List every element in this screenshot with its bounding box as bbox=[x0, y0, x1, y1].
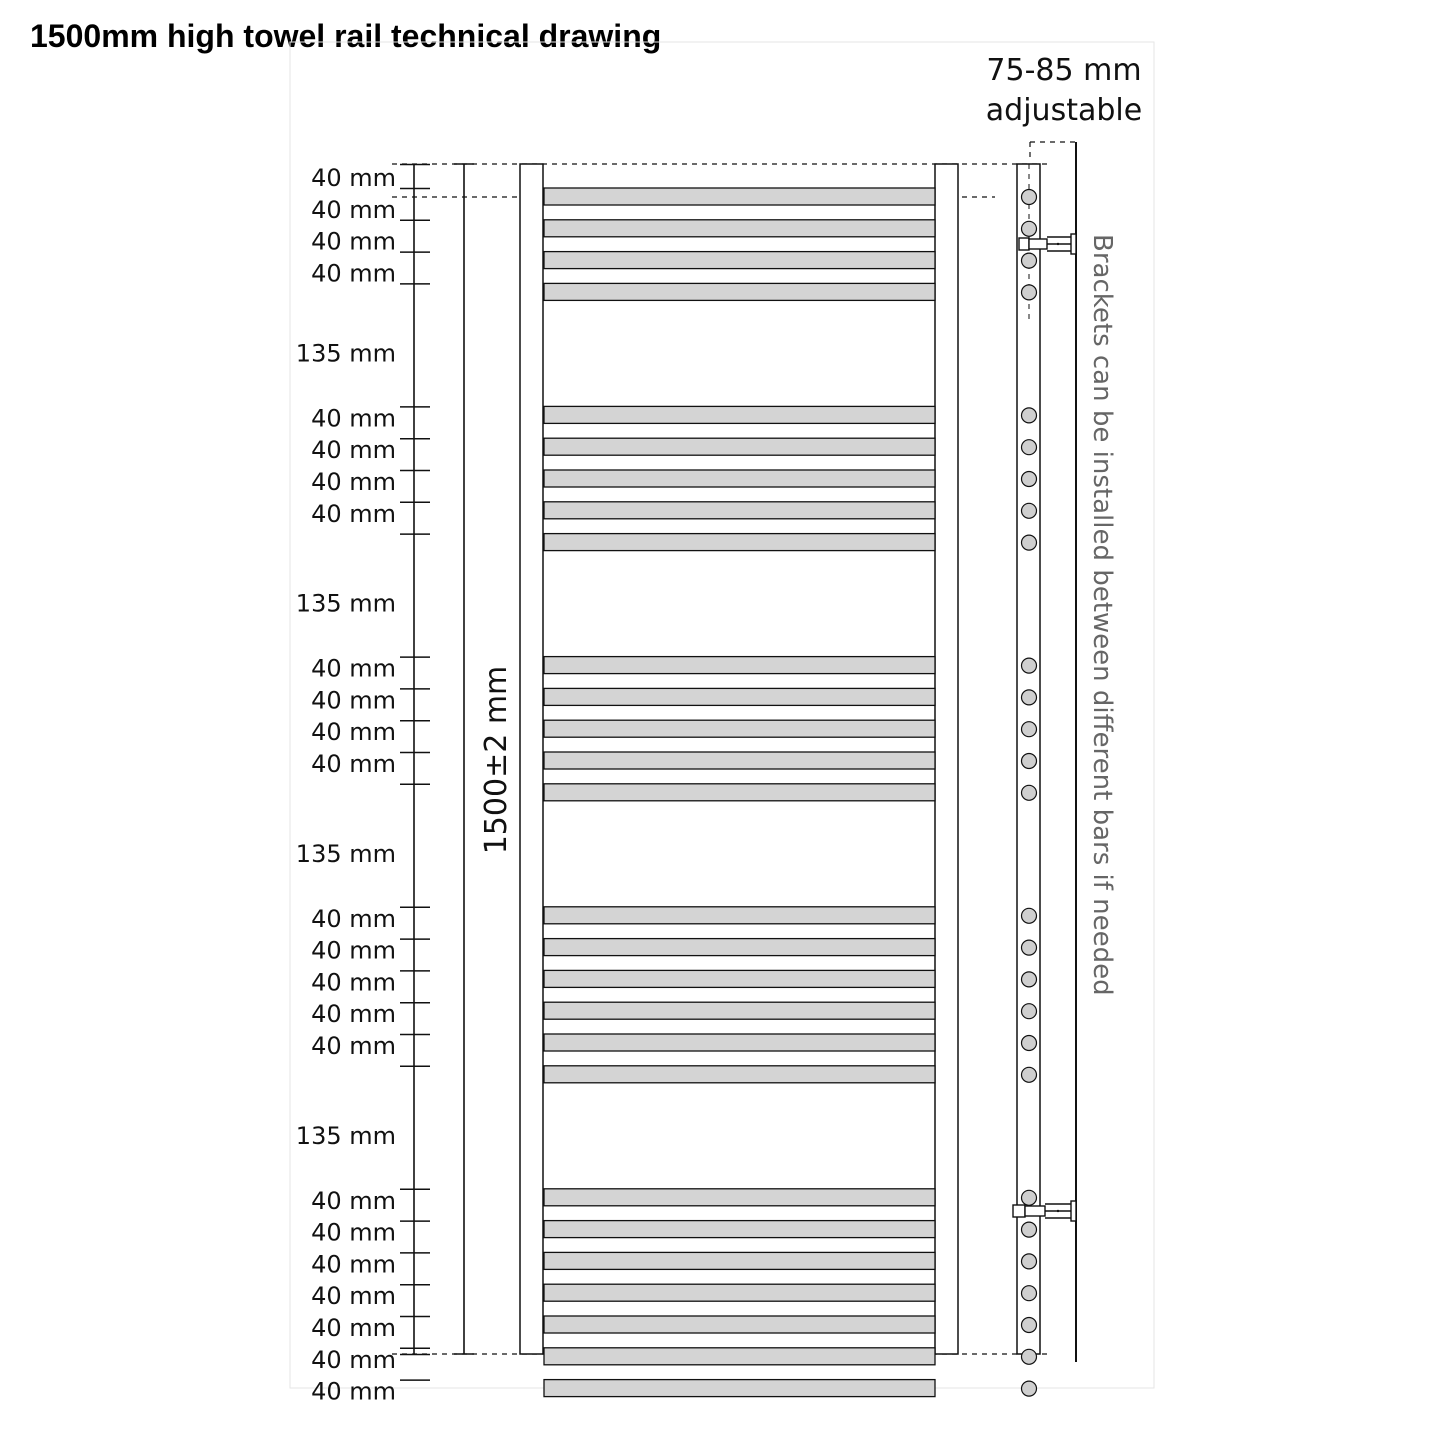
page-title: 1500mm high towel rail technical drawing bbox=[30, 18, 662, 54]
depth-label-line1: 75-85 mm bbox=[986, 53, 1142, 88]
bar-end-circle bbox=[1022, 658, 1037, 673]
bar-end-circle bbox=[1022, 690, 1037, 705]
towel-bar bbox=[544, 752, 935, 769]
towel-bar bbox=[544, 939, 935, 956]
towel-bar bbox=[544, 534, 935, 551]
bar-end-circle bbox=[1022, 754, 1037, 769]
spacing-label: 40 mm bbox=[311, 164, 396, 192]
spacing-label: 40 mm bbox=[311, 1377, 396, 1406]
spacing-label: 40 mm bbox=[311, 654, 396, 683]
towel-bar bbox=[544, 1380, 935, 1397]
depth-label-line2: adjustable bbox=[985, 93, 1143, 128]
bar-end-circle bbox=[1022, 190, 1037, 205]
bar-end-circle bbox=[1022, 253, 1037, 268]
spacing-label: 40 mm bbox=[311, 1000, 396, 1029]
towel-bar bbox=[544, 688, 935, 705]
spacing-label: 40 mm bbox=[311, 436, 396, 465]
towel-bar bbox=[544, 1189, 935, 1206]
spacing-label: 40 mm bbox=[311, 904, 396, 933]
towel-bar bbox=[544, 1066, 935, 1083]
bar-end-circle bbox=[1022, 1222, 1037, 1237]
towel-bar bbox=[544, 252, 935, 269]
towel-bar bbox=[544, 720, 935, 737]
towel-bar bbox=[544, 188, 935, 205]
bar-end-circle bbox=[1022, 1036, 1037, 1051]
bar-end-circle bbox=[1022, 285, 1037, 300]
bar-end-circle bbox=[1022, 503, 1037, 518]
spacing-label: 40 mm bbox=[311, 936, 396, 965]
towel-bar bbox=[544, 220, 935, 237]
spacing-label: 40 mm bbox=[311, 750, 396, 778]
towel-bar bbox=[544, 438, 935, 455]
towel-bar bbox=[544, 283, 935, 300]
bar-end-circle bbox=[1022, 440, 1037, 455]
bar-end-circle bbox=[1022, 940, 1037, 955]
spacing-label: 40 mm bbox=[311, 468, 396, 496]
towel-bar bbox=[544, 907, 935, 924]
spacing-ticks bbox=[400, 165, 430, 1381]
spacing-label: 40 mm bbox=[311, 1282, 396, 1311]
bar-end-circle bbox=[1022, 785, 1037, 800]
bracket-note: Brackets can be installed between different bars if needed bbox=[1087, 234, 1117, 996]
spacing-label: 40 mm bbox=[311, 1186, 396, 1215]
gap-label: 135 mm bbox=[295, 1121, 396, 1150]
spacing-label: 40 mm bbox=[311, 1218, 396, 1247]
spacing-label: 40 mm bbox=[311, 1250, 396, 1279]
bar-end-circle bbox=[1022, 1254, 1037, 1269]
bar-end-circle bbox=[1022, 1067, 1037, 1082]
towel-bar bbox=[544, 406, 935, 423]
bar-end-circle bbox=[1022, 1190, 1037, 1205]
towel-bar bbox=[544, 1221, 935, 1238]
bar-end-circle bbox=[1022, 221, 1037, 236]
towel-bar bbox=[544, 1348, 935, 1365]
spacing-label: 40 mm bbox=[311, 718, 396, 747]
towel-bar bbox=[544, 970, 935, 987]
towel-bar bbox=[544, 1002, 935, 1019]
towel-bar bbox=[544, 1034, 935, 1051]
bar-end-circle bbox=[1022, 535, 1037, 550]
bar-end-circle bbox=[1022, 1349, 1037, 1364]
spacing-label: 40 mm bbox=[311, 499, 396, 528]
gap-label: 135 mm bbox=[295, 839, 396, 868]
spacing-label: 40 mm bbox=[311, 686, 396, 715]
towel-bar bbox=[544, 502, 935, 519]
bar-end-circle bbox=[1022, 722, 1037, 737]
towel-bar bbox=[544, 1316, 935, 1333]
spacing-label: 40 mm bbox=[311, 227, 396, 256]
bar-end-circle bbox=[1022, 908, 1037, 923]
right-upright bbox=[935, 164, 958, 1354]
spacing-label: 40 mm bbox=[311, 1314, 396, 1342]
spacing-labels bbox=[296, 164, 396, 1406]
towel-bar bbox=[544, 1284, 935, 1301]
bar-end-circle bbox=[1022, 1318, 1037, 1333]
towel-bar bbox=[544, 1252, 935, 1269]
bar-end-circle bbox=[1022, 472, 1037, 487]
spacing-label: 40 mm bbox=[311, 1032, 396, 1060]
bar-end-circle bbox=[1022, 1286, 1037, 1301]
towel-bar bbox=[544, 784, 935, 801]
bar-end-circle bbox=[1022, 408, 1037, 423]
bar-end-circle bbox=[1022, 1381, 1037, 1396]
left-upright bbox=[520, 164, 543, 1354]
spacing-label: 40 mm bbox=[311, 195, 396, 224]
gap-label: 135 mm bbox=[295, 589, 396, 618]
total-height-label: 1500±2 mm bbox=[479, 665, 514, 855]
spacing-label: 40 mm bbox=[311, 404, 396, 433]
bar-end-circle bbox=[1022, 972, 1037, 987]
spacing-label: 40 mm bbox=[311, 259, 396, 288]
bar-end-circle bbox=[1022, 1004, 1037, 1019]
horizontal-bars bbox=[544, 188, 935, 1397]
towel-bar bbox=[544, 657, 935, 674]
gap-label: 135 mm bbox=[295, 339, 396, 368]
spacing-label: 40 mm bbox=[311, 1345, 396, 1374]
spacing-label: 40 mm bbox=[311, 968, 396, 997]
towel-bar bbox=[544, 470, 935, 487]
